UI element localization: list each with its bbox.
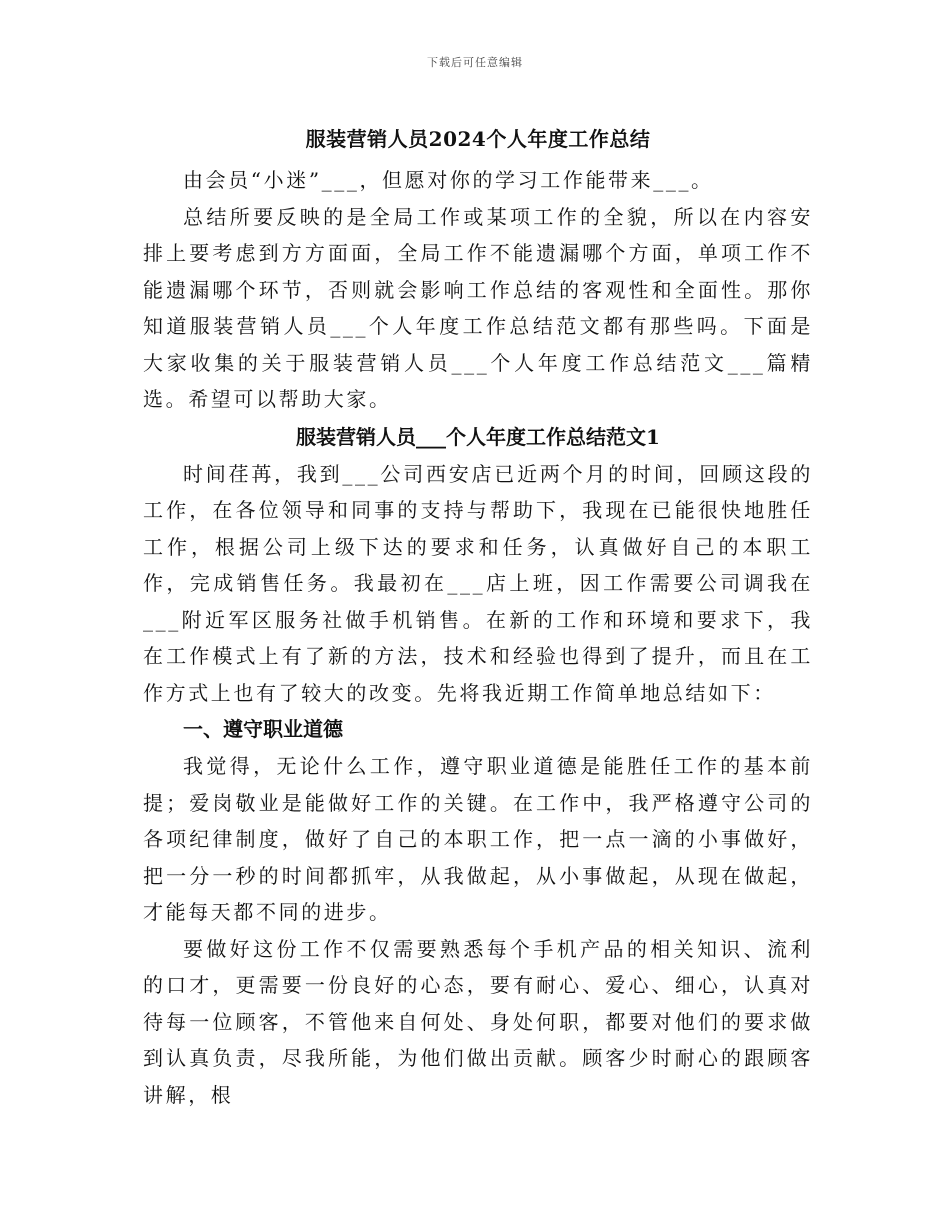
paragraph: 要做好这份工作不仅需要熟悉每个手机产品的相关知识、流利的口才，更需要一份良好的心态，要有耐心、爱心、细心，认真对待每一位顾客，不管他来自何处、身处何职，都要对他们的要求做到认真负责，尽我所能，为他们做出贡献。顾客少时耐心的跟顾客讲解，根 [143, 936, 813, 1107]
header-note: 下载后可任意编辑 [427, 56, 523, 69]
section-heading: 一、遵守职业道德 [183, 717, 343, 741]
paragraph: 时间荏苒，我到___公司西安店已近两个月的时间，回顾这段的工作，在各位领导和同事的支持与帮助下，我现在已能很快地胜任工作，根据公司上级下达的要求和任务，认真做好自己的本职工作，完成销售任务。我最初在___店上班，因工作需要公司调我在___附近军区服务社做手机销售。在新的工作和环境和要求下，我在工作模式上有了新的方法，技术和经验也得到了提升，而且在工作方式上也有了较大的改变。先将我近期工作简单地总结如下： [143, 461, 813, 705]
document-body [143, 120, 813, 1113]
paragraph: 总结所要反映的是全局工作或某项工作的全貌，所以在内容安排上要考虑到方方面面，全局工作不能遗漏哪个方面，单项工作不能遗漏哪个环节，否则就会影响工作总结的客观性和全面性。那你知道服装营销人员___个人年度工作总结范文都有那些吗。下面是大家收集的关于服装营销人员___个人年度工作总结范文___篇精选。希望可以帮助大家。 [143, 204, 813, 411]
paragraph: 我觉得，无论什么工作，遵守职业道德是能胜任工作的基本前提；爱岗敬业是能做好工作的关键。在工作中，我严格遵守公司的各项纪律制度，做好了自己的本职工作，把一点一滴的小事做好，把一分一秒的时间都抓牢，从我做起，从小事做起，从现在做起，才能每天都不同的进步。 [143, 754, 813, 924]
intro-paragraph: 由会员“小迷”___，但愿对你的学习工作能带来___。 [183, 168, 714, 192]
document-title: 服装营销人员2024个人年度工作总结 [305, 127, 651, 151]
section-title: 服装营销人员___个人年度工作总结范文1 [296, 424, 660, 449]
